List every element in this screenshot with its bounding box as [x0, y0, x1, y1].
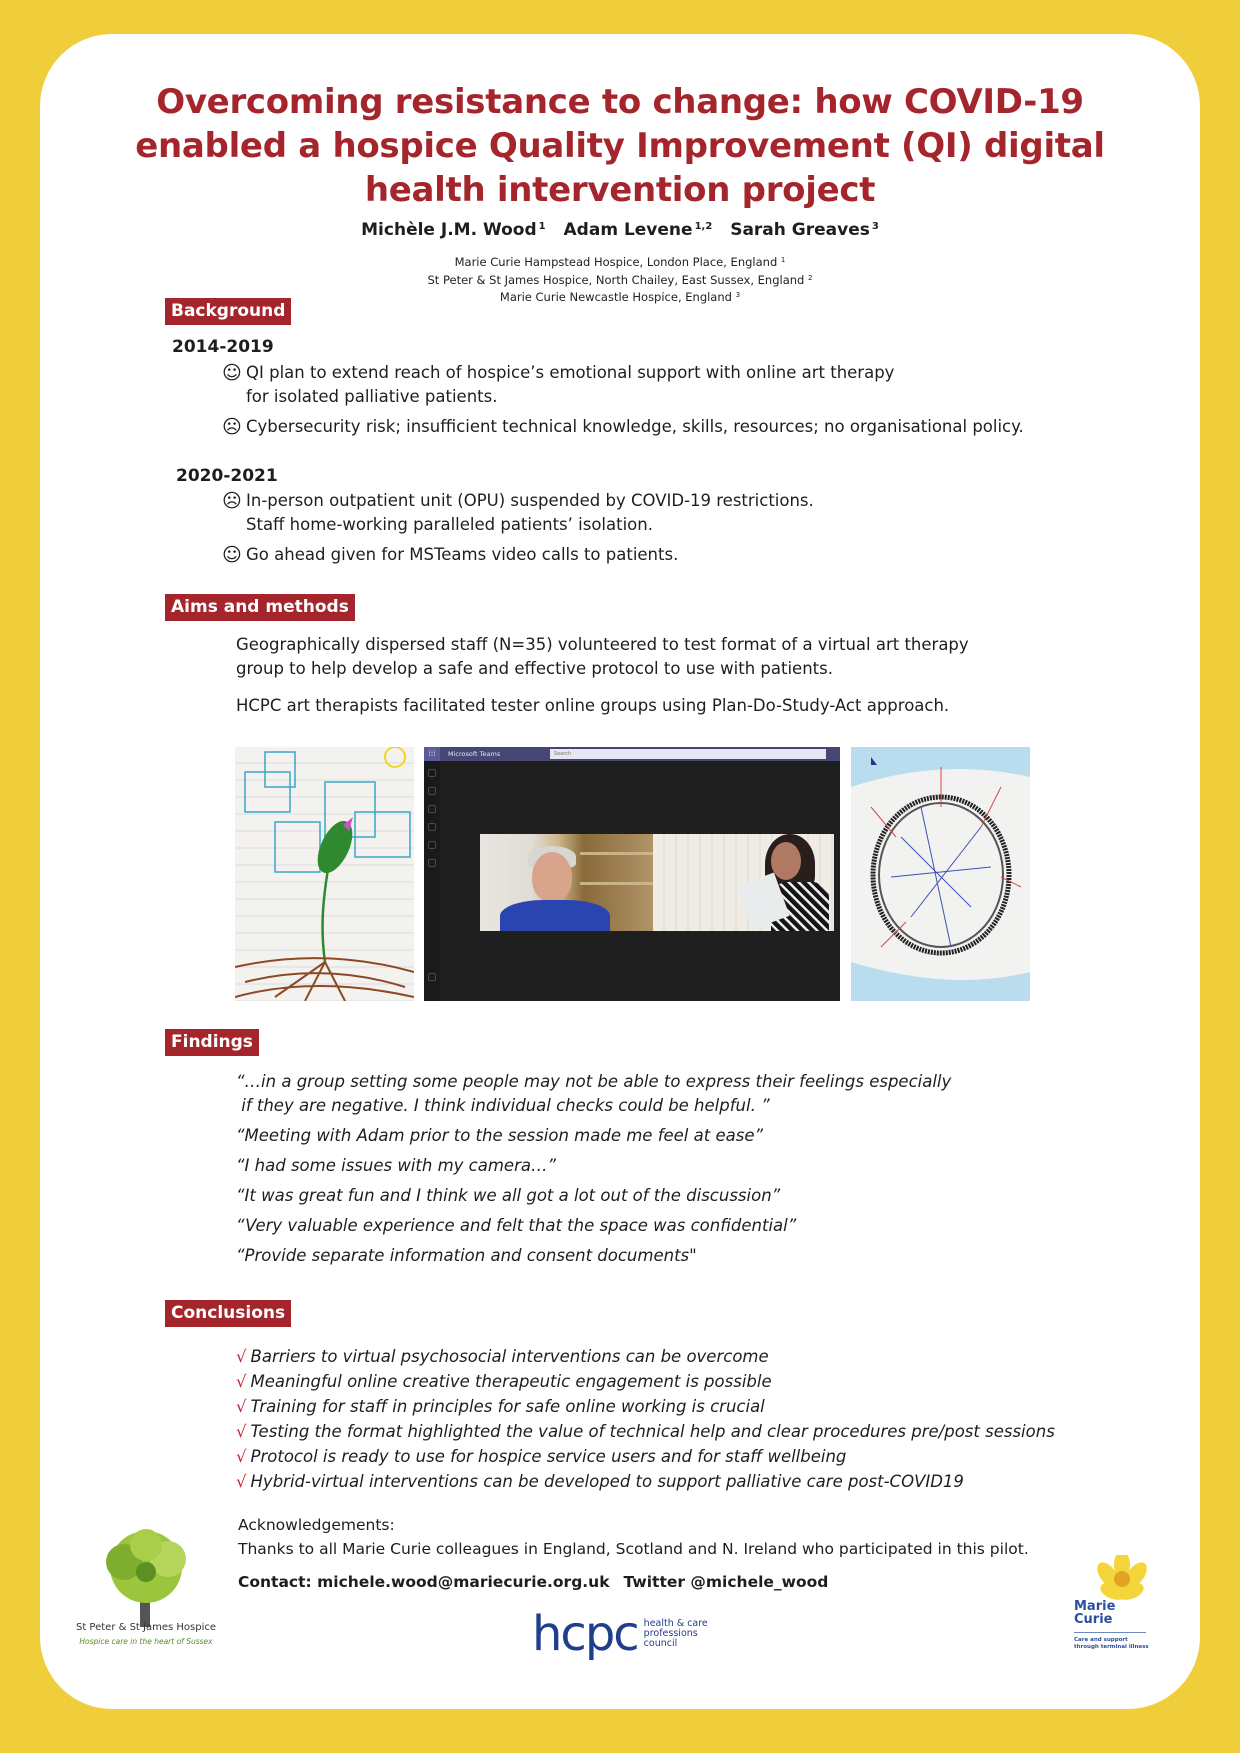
quote: “Provide separate information and consent documents"	[236, 1246, 697, 1265]
conclusion-item: √ Testing the format highlighted the value of technical help and clear procedures pre/post sessions	[236, 1422, 1055, 1441]
aims-paragraph: Geographically dispersed staff (N=35) volunteered to test format of a virtual art therapy group to help develop a safe and effective protocol to use with patients.	[236, 635, 969, 678]
contact-email[interactable]: Contact: michele.wood@mariecurie.org.uk	[238, 1573, 610, 1591]
conclusion-item: √ Protocol is ready to use for hospice service users and for staff wellbeing	[236, 1447, 847, 1466]
conclusion-item: √ Training for staff in principles for safe online working is crucial	[236, 1397, 765, 1416]
quote: “Very valuable experience and felt that the space was confidential”	[236, 1216, 797, 1235]
hcpc-logo	[532, 1606, 708, 1662]
quote: “It was great fun and I think we all got a lot out of the discussion”	[236, 1186, 781, 1205]
affiliation: Marie Curie Hampstead Hospice, London Place, England $^1$	[454, 255, 786, 269]
findings-quotes	[236, 1070, 951, 1274]
activity-icon	[428, 769, 436, 777]
teams-app-name: Microsoft Teams	[448, 750, 501, 758]
chat-icon	[428, 787, 436, 795]
st-peter-logo-name: St Peter & St James Hospice	[75, 1622, 217, 1633]
ack-text: Thanks to all Marie Curie colleagues in England, Scotland and N. Ireland who participated in this pilot.	[238, 1540, 1029, 1558]
section-header-aims: Aims and methods	[165, 594, 355, 621]
acknowledgements	[238, 1513, 1029, 1561]
author: Adam Levene $^{1,2}$	[563, 220, 713, 240]
teams-icon	[428, 805, 436, 813]
affiliation: Marie Curie Newcastle Hospice, England $^3$	[499, 290, 741, 304]
author-list	[60, 220, 1180, 240]
files-icon	[428, 859, 436, 867]
checkmark-icon: √	[236, 1372, 247, 1391]
conclusion-item: √ Hybrid-virtual interventions can be developed to support palliative care post-COVID19	[236, 1472, 964, 1491]
checkmark-icon: √	[236, 1422, 247, 1441]
st-peter-logo-tagline: Hospice care in the heart of Sussex	[79, 1637, 213, 1646]
smiley-face-icon: ☺	[222, 362, 242, 384]
affiliation: St Peter & St James Hospice, North Chailey, East Sussex, England $^2$	[427, 272, 813, 287]
hcpc-wordmark: hcpc	[532, 1606, 638, 1662]
marie-curie-divider	[1074, 1632, 1146, 1633]
frowning-face-icon: ☹	[222, 490, 242, 512]
title-line: enabled a hospice Quality Improvement (QI) digital	[135, 126, 1105, 166]
teams-video-call-image	[424, 747, 840, 1001]
background-item: ☹ Cybersecurity risk; insufficient technical knowledge, skills, resources; no organisational policy.	[222, 416, 1024, 438]
section-header-findings: Findings	[165, 1029, 259, 1056]
author: Sarah Greaves $^3$	[730, 220, 879, 240]
app-grid-icon: ⁞⁞⁞	[424, 747, 440, 761]
video-participant-2	[653, 834, 834, 931]
conclusions-list	[236, 1344, 1055, 1494]
video-participant-1	[480, 834, 653, 931]
calls-icon	[428, 841, 436, 849]
quote: “I had some issues with my camera…”	[236, 1156, 557, 1175]
checkmark-icon: √	[236, 1447, 247, 1466]
marie-curie-tagline: Care and support through terminal illness	[1074, 1637, 1149, 1650]
period-label: 2020-2021	[176, 466, 278, 486]
hcpc-subtitle: health & care professions council	[643, 1618, 708, 1649]
contact-line	[238, 1573, 828, 1591]
marie-curie-wordmark: Marie Curie	[1074, 1599, 1116, 1627]
calendar-icon	[428, 823, 436, 831]
twitter-handle[interactable]: Twitter @michele_wood	[623, 1573, 829, 1591]
background-item: ☺ Go ahead given for MSTeams video calls to patients.	[222, 544, 679, 566]
scribble-drawing-image	[851, 747, 1030, 1001]
background-item: ☹ In-person outpatient unit (OPU) suspended by COVID-19 restrictions. Staff home-working paralleled patients’ isolation.	[222, 489, 814, 537]
section-header-background: Background	[165, 298, 291, 325]
author: Michèle J.M. Wood $^1$	[361, 220, 546, 240]
background-item: ☺ QI plan to extend reach of hospice’s emotional support with online art therapy for isolated palliative patients.	[222, 361, 894, 409]
title-line: health intervention project	[364, 170, 876, 210]
checkmark-icon: √	[236, 1472, 247, 1491]
smiley-face-icon: ☺	[222, 544, 242, 566]
quote: “Meeting with Adam prior to the session made me feel at ease”	[236, 1126, 764, 1145]
checkmark-icon: √	[236, 1347, 247, 1366]
apps-icon	[428, 973, 436, 981]
conclusion-item: √ Meaningful online creative therapeutic engagement is possible	[236, 1372, 772, 1391]
teams-search-input: Search	[550, 749, 826, 759]
teams-sidebar	[424, 761, 440, 1001]
ack-label: Acknowledgements:	[238, 1516, 395, 1534]
period-label: 2014-2019	[172, 337, 274, 357]
frowning-face-icon: ☹	[222, 416, 242, 438]
conclusion-item: √ Barriers to virtual psychosocial interventions can be overcome	[236, 1347, 769, 1366]
poster-title	[60, 80, 1180, 212]
video-feeds	[480, 834, 834, 931]
aims-paragraph: HCPC art therapists facilitated tester online groups using Plan-Do-Study-Act approach.	[236, 696, 950, 715]
checkmark-icon: √	[236, 1397, 247, 1416]
child-drawing-image	[235, 747, 414, 1001]
teams-title-bar	[424, 747, 840, 761]
quote: “…in a group setting some people may not be able to express their feelings especially if they are negative. I think individual checks could be helpful. ”	[236, 1072, 952, 1115]
section-header-conclusions: Conclusions	[165, 1300, 291, 1327]
title-line: Overcoming resistance to change: how COVID-19	[156, 82, 1084, 122]
tree-logo-icon	[76, 1527, 216, 1637]
